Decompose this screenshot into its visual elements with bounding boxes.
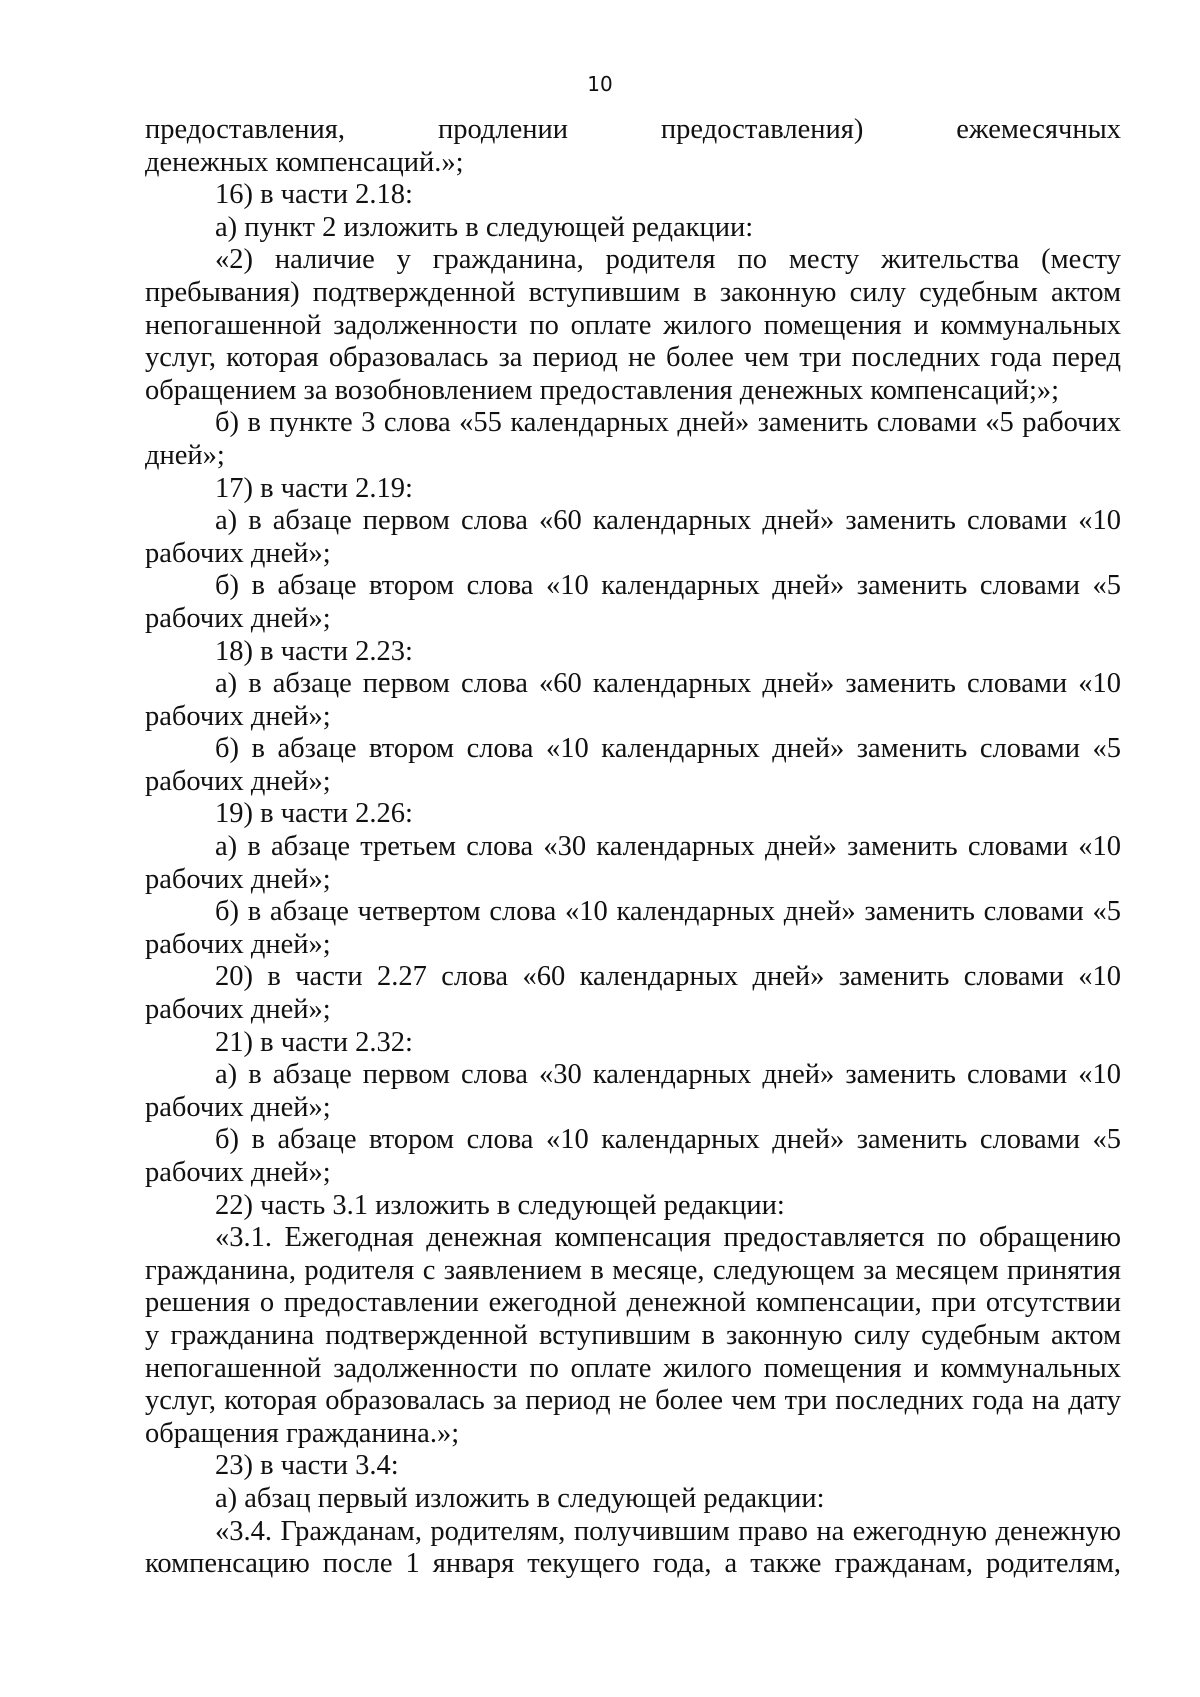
paragraph: предоставления, продлении предоставления) ежемесячных <box>145 114 1121 145</box>
paragraph: «3.4. Гражданам, родителям, получившим право на ежегодную денежную компенсацию после 1 января текущего года, а также гражданам, родителям, <box>145 1515 1121 1580</box>
paragraph: а) в абзаце третьем слова «30 календарных дней» заменить словами «10 рабочих дней»; <box>145 831 1121 895</box>
paragraph: денежных компенсаций.»; <box>145 146 464 178</box>
paragraph: «2) наличие у гражданина, родителя по месту жительства (месту пребывания) подтвержденной вступившим в законную силу судебным актом непогашенной задолженности по оплате жилого помещения и коммунальных услуг, которая образовалась за период не более чем три последних года перед обращением за возобновлением предоставления денежных компенсаций;»; <box>145 244 1121 406</box>
paragraph: 18) в части 2.23: <box>215 635 413 667</box>
paragraph: 16) в части 2.18: <box>215 179 413 211</box>
paragraph: 17) в части 2.19: <box>215 472 413 504</box>
paragraph: 23) в части 3.4: <box>215 1450 399 1482</box>
paragraph: б) в абзаце втором слова «10 календарных дней» заменить словами «5 рабочих дней»; <box>145 733 1121 797</box>
paragraph: б) в абзаце четвертом слова «10 календарных дней» заменить словами «5 рабочих дней»; <box>145 896 1121 960</box>
paragraph: «3.1. Ежегодная денежная компенсация предоставляется по обращению гражданина, родителя с заявлением в месяце, следующем за месяцем принятия решения о предоставлении ежегодной денежной компенсации, при отсутствии у гражданина подтвержденной вступившим в законную силу судебным актом непогашенной задолженности по оплате жилого помещения и коммунальных услуг, которая образовалась за период не более чем три последних года на дату обращения гражданина.»; <box>145 1222 1121 1449</box>
paragraph: 22) часть 3.1 изложить в следующей редакции: <box>215 1189 785 1221</box>
paragraph: б) в абзаце втором слова «10 календарных дней» заменить словами «5 рабочих дней»; <box>145 570 1121 634</box>
paragraph: а) в абзаце первом слова «30 календарных дней» заменить словами «10 рабочих дней»; <box>145 1059 1121 1123</box>
paragraph: 21) в части 2.32: <box>215 1026 413 1058</box>
paragraph: 19) в части 2.26: <box>215 798 413 830</box>
document-body <box>145 114 1121 1581</box>
paragraph: а) пункт 2 изложить в следующей редакции: <box>215 211 754 243</box>
paragraph: а) в абзаце первом слова «60 календарных дней» заменить словами «10 рабочих дней»; <box>145 505 1121 569</box>
paragraph: а) в абзаце первом слова «60 календарных дней» заменить словами «10 рабочих дней»; <box>145 668 1121 732</box>
paragraph: б) в пункте 3 слова «55 календарных дней» заменить словами «5 рабочих дней»; <box>145 407 1121 471</box>
page-number: 10 <box>587 72 613 96</box>
paragraph: б) в абзаце втором слова «10 календарных дней» заменить словами «5 рабочих дней»; <box>145 1124 1121 1188</box>
paragraph: а) абзац первый изложить в следующей редакции: <box>215 1482 825 1514</box>
paragraph: 20) в части 2.27 слова «60 календарных дней» заменить словами «10 рабочих дней»; <box>145 961 1121 1026</box>
